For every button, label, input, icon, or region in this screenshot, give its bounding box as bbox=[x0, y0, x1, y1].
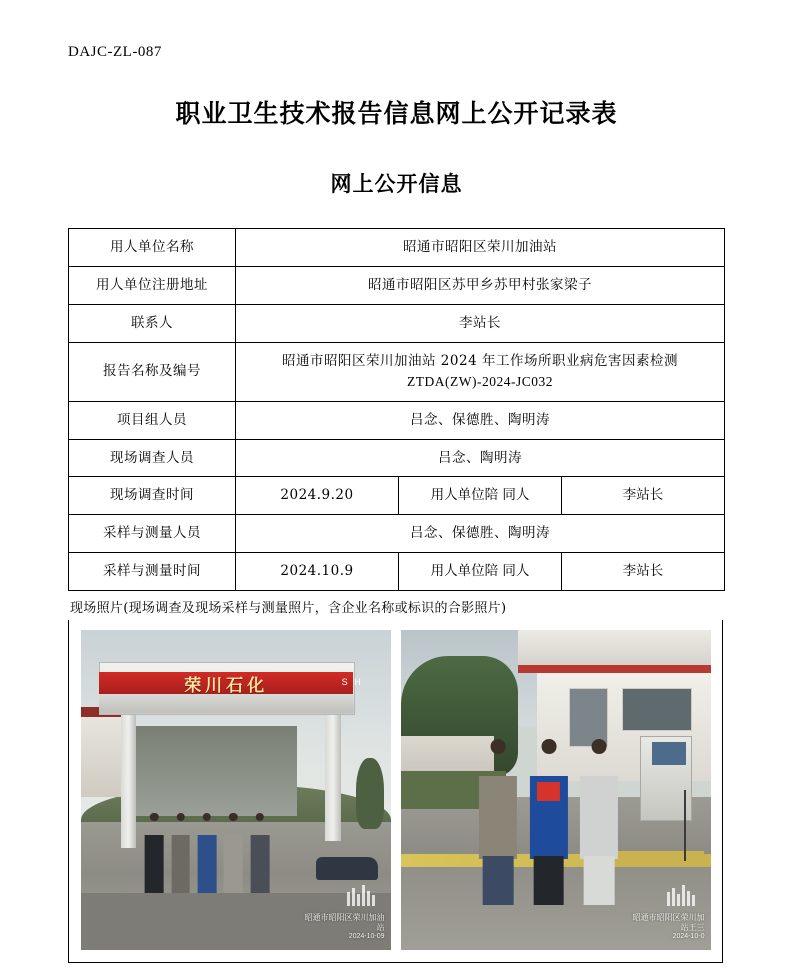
row-label: 报告名称及编号 bbox=[69, 342, 236, 401]
photo-watermark bbox=[305, 913, 385, 942]
station-sign bbox=[99, 672, 353, 694]
page-title: 职业卫生技术报告信息网上公开记录表 bbox=[175, 99, 618, 128]
row-label: 采样与测量人员 bbox=[69, 515, 236, 553]
person bbox=[143, 813, 166, 893]
row-label: 现场调查人员 bbox=[69, 439, 236, 477]
table-row bbox=[69, 553, 725, 591]
row-label: 用人单位注册地址 bbox=[69, 266, 236, 304]
group-of-people bbox=[475, 739, 630, 905]
person-body bbox=[198, 835, 217, 893]
watermark-line1: 昭通市昭阳区荣川加 bbox=[632, 913, 705, 923]
station-group-photo bbox=[81, 630, 391, 950]
person-body bbox=[479, 776, 517, 859]
photo-container bbox=[68, 620, 723, 963]
table-row bbox=[69, 439, 725, 477]
row-value: 昭通市昭阳区苏甲乡苏甲村张家梁子 bbox=[236, 266, 725, 304]
person-head bbox=[229, 813, 237, 821]
watermark-line2: 站王三 bbox=[680, 923, 705, 933]
person-head bbox=[541, 739, 556, 754]
person-head bbox=[150, 813, 158, 821]
photo-section-caption: 现场照片(现场调查及现场采样与测量照片，含企业名称或标识的合影照片) bbox=[70, 601, 507, 617]
photo-watermark bbox=[633, 913, 705, 942]
public-disclosure-table bbox=[68, 228, 725, 591]
group-of-people bbox=[143, 813, 273, 893]
watermark-date: 2024-10-09 bbox=[348, 933, 385, 941]
table-row bbox=[69, 477, 725, 515]
station-sign-text: 荣川石化 bbox=[184, 675, 269, 696]
canopy bbox=[518, 630, 710, 668]
table-row bbox=[69, 515, 725, 553]
canopy-pillar-right bbox=[325, 713, 341, 841]
person-head bbox=[491, 739, 506, 754]
watermark-logo-icon bbox=[663, 882, 703, 908]
row-label: 现场调查时间 bbox=[69, 477, 236, 515]
table-row bbox=[69, 401, 725, 439]
person-legs bbox=[533, 856, 564, 906]
station-sign-sub: S H bbox=[341, 676, 363, 687]
canopy-edge bbox=[518, 665, 710, 673]
sampling-tripod bbox=[684, 790, 686, 860]
row-value: 2024.9.20 bbox=[236, 477, 399, 515]
watermark-date: 2024-10-0 bbox=[672, 933, 705, 941]
row-label: 用人单位名称 bbox=[69, 229, 236, 267]
watermark-line2: 站 bbox=[376, 923, 385, 933]
report-number: ZTDA(ZW)-2024-JC032 bbox=[407, 373, 553, 389]
row-value: 吕念、陶明涛 bbox=[236, 439, 725, 477]
canopy-shadow bbox=[136, 726, 297, 816]
table-row bbox=[69, 342, 725, 401]
person-body bbox=[530, 776, 568, 859]
person-body bbox=[251, 835, 270, 893]
report-name: 昭通市昭阳区荣川加油站 2024 年工作场所职业病危害因素检测 bbox=[282, 352, 678, 369]
person-head bbox=[592, 739, 607, 754]
person-legs bbox=[483, 856, 514, 906]
person-body bbox=[145, 835, 164, 893]
watermark-logo-icon bbox=[343, 882, 383, 908]
row-label: 采样与测量时间 bbox=[69, 553, 236, 591]
row-value bbox=[236, 342, 725, 401]
person bbox=[248, 813, 271, 893]
row-value: 昭通市昭阳区荣川加油站 bbox=[236, 229, 725, 267]
person bbox=[525, 739, 572, 905]
row-label: 项目组人员 bbox=[69, 401, 236, 439]
page-subtitle: 网上公开信息 bbox=[330, 171, 463, 196]
person bbox=[222, 813, 245, 893]
parked-car bbox=[316, 857, 378, 879]
document-code: DAJC-ZL-087 bbox=[68, 44, 162, 60]
person-head bbox=[176, 813, 184, 821]
person bbox=[169, 813, 192, 893]
person-body bbox=[171, 835, 190, 893]
table-row bbox=[69, 304, 725, 342]
row-mid-value: 李站长 bbox=[562, 477, 725, 515]
person-legs bbox=[584, 856, 615, 906]
row-value: 吕念、保德胜、陶明涛 bbox=[236, 401, 725, 439]
person-body bbox=[580, 776, 618, 859]
canopy-underside bbox=[99, 694, 353, 713]
person-body bbox=[224, 835, 243, 893]
row-value: 李站长 bbox=[236, 304, 725, 342]
tree bbox=[356, 758, 384, 828]
row-value: 2024.10.9 bbox=[236, 553, 399, 591]
person bbox=[195, 813, 218, 893]
row-mid-label: 用人单位陪 同人 bbox=[399, 477, 562, 515]
person bbox=[475, 739, 522, 905]
person bbox=[576, 739, 623, 905]
site-survey-photo bbox=[401, 630, 711, 950]
watermark-line1: 昭通市昭阳区荣川加油 bbox=[304, 913, 385, 923]
person-head bbox=[256, 813, 264, 821]
row-mid-value: 李站长 bbox=[562, 553, 725, 591]
row-mid-label: 用人单位陪 同人 bbox=[399, 553, 562, 591]
person-head bbox=[203, 813, 211, 821]
table-row bbox=[69, 229, 725, 267]
row-label: 联系人 bbox=[69, 304, 236, 342]
canopy-pillar-left bbox=[121, 713, 137, 847]
table-row bbox=[69, 266, 725, 304]
dispenser-screen bbox=[652, 742, 686, 764]
building-window bbox=[622, 688, 692, 732]
row-value: 吕念、保德胜、陶明涛 bbox=[236, 515, 725, 553]
